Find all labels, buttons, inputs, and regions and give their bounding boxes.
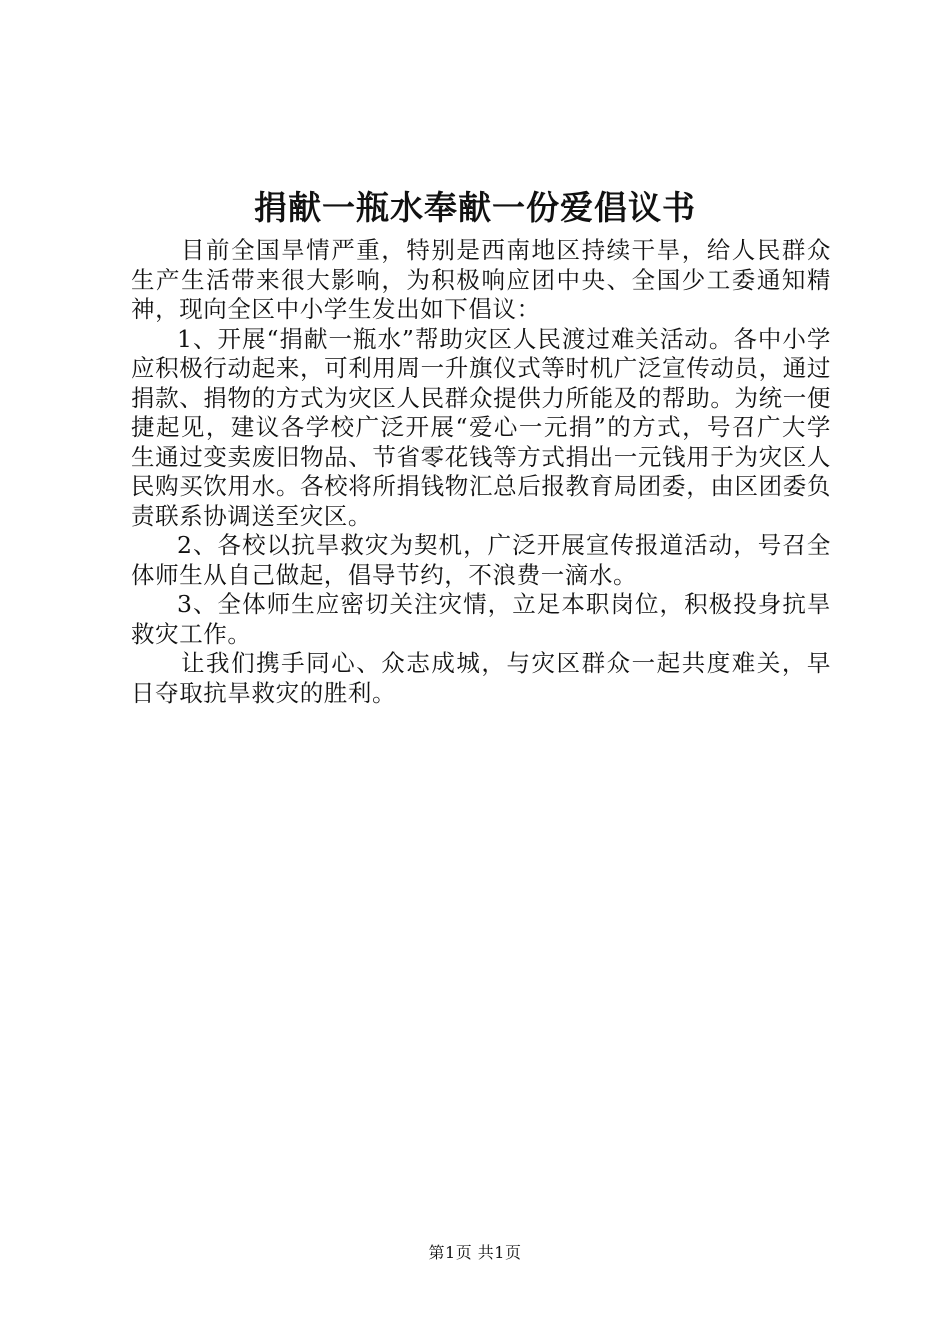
page-number-footer: 第1页 共1页 [428,1243,522,1262]
document-body [131,236,831,708]
proposal-item-3: 3、全体师生应密切关注灾情，立足本职岗位，积极投身抗旱救灾工作。 [131,590,831,648]
proposal-item-2: 2、各校以抗旱救灾为契机，广泛开展宣传报道活动，号召全体师生从自己做起，倡导节约，不浪费一滴水。 [131,531,831,589]
closing-paragraph: 让我们携手同心、众志成城，与灾区群众一起共度难关，早日夺取抗旱救灾的胜利。 [131,649,831,707]
document-title: 捐献一瓶水奉献一份爱倡议书 [254,188,696,227]
proposal-item-1: 1、开展“捐献一瓶水”帮助灾区人民渡过难关活动。各中小学应积极行动起来，可利用周一升旗仪式等时机广泛宣传动员，通过捐款、捐物的方式为灾区人民群众提供力所能及的帮助。为统一便捷起见，建议各学校广泛开展“爱心一元捐”的方式，号召广大学生通过变卖废旧物品、节省零花钱等方式捐出一元钱用于为灾区人民购买饮用水。各校将所捐钱物汇总后报教育局团委，由区团委负责联系协调送至灾区。 [131,324,831,530]
intro-paragraph: 目前全国旱情严重，特别是西南地区持续干旱，给人民群众生产生活带来很大影响，为积极响应团中央、全国少工委通知精神，现向全区中小学生发出如下倡议： [131,236,831,323]
